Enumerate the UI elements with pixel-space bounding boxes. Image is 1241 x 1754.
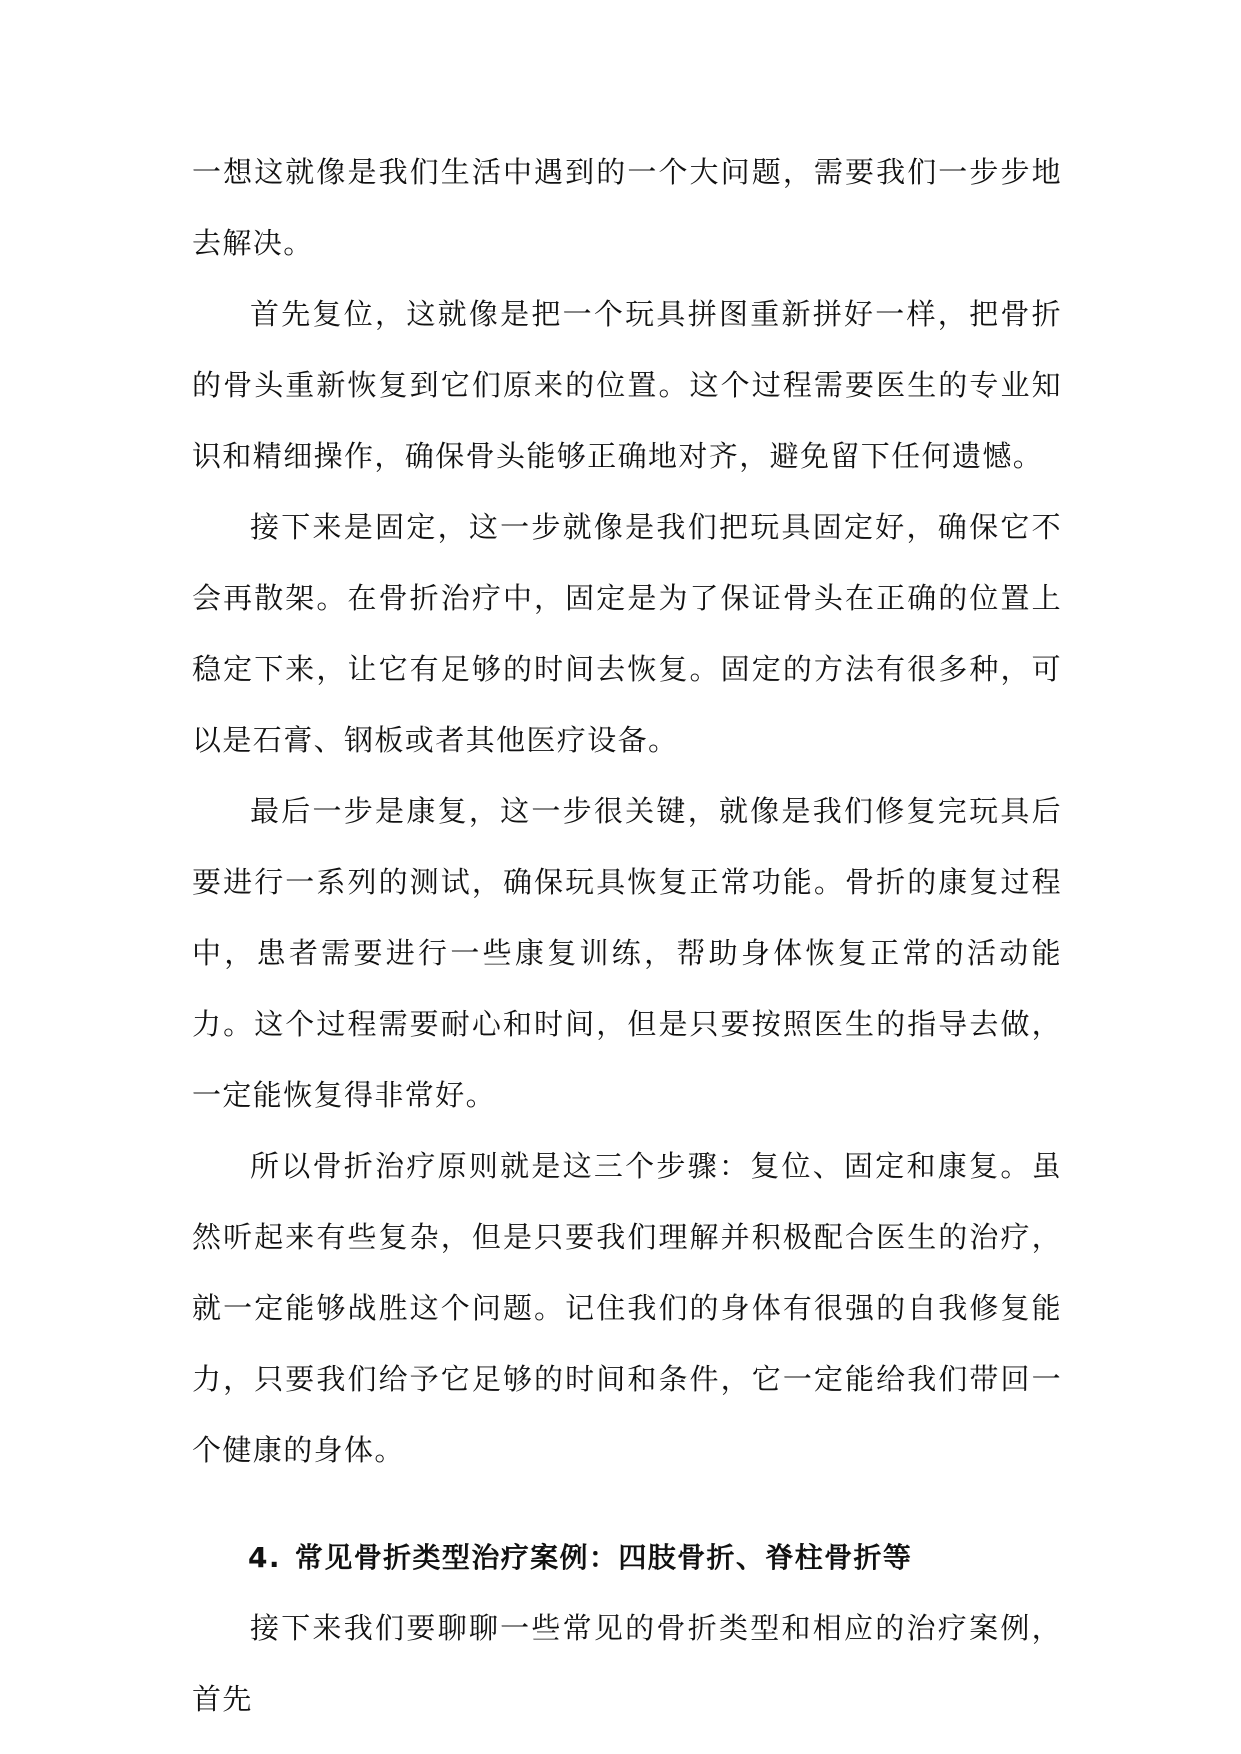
document-body [192,137,1062,1735]
paragraph-continuation: 一想这就像是我们生活中遇到的一个大问题，需要我们一步步地去解决。 [192,155,1062,260]
paragraph-summary: 所以骨折治疗原则就是这三个步骤：复位、固定和康复。虽然听起来有些复杂，但是只要我们理解并积极配合医生的治疗，就一定能够战胜这个问题。记住我们的身体有很强的自我修复能力，只要我们给予它足够的时间和条件，它一定能给我们带回一个健康的身体。 [192,1149,1062,1467]
paragraph-rehabilitation: 最后一步是康复，这一步很关键，就像是我们修复完玩具后要进行一系列的测试，确保玩具恢复正常功能。骨折的康复过程中，患者需要进行一些康复训练，帮助身体恢复正常的活动能力。这个过程需要耐心和时间，但是只要按照医生的指导去做，一定能恢复得非常好。 [192,794,1062,1112]
section-title: 常见骨折类型治疗案例：四肢骨折、脊柱骨折等 [294,1541,913,1574]
section-number: 4. [248,1541,281,1574]
paragraph-reduction: 首先复位，这就像是把一个玩具拼图重新拼好一样，把骨折的骨头重新恢复到它们原来的位置。这个过程需要医生的专业知识和精细操作，确保骨头能够正确地对齐，避免留下任何遗憾。 [192,297,1062,473]
paragraph-intro: 接下来我们要聊聊一些常见的骨折类型和相应的治疗案例，首先 [192,1611,1062,1716]
paragraph-fixation: 接下来是固定，这一步就像是我们把玩具固定好，确保它不会再散架。在骨折治疗中，固定是为了保证骨头在正确的位置上稳定下来，让它有足够的时间去恢复。固定的方法有很多种，可以是石膏、钢板或者其他医疗设备。 [192,510,1062,757]
section-heading [192,1522,1062,1593]
